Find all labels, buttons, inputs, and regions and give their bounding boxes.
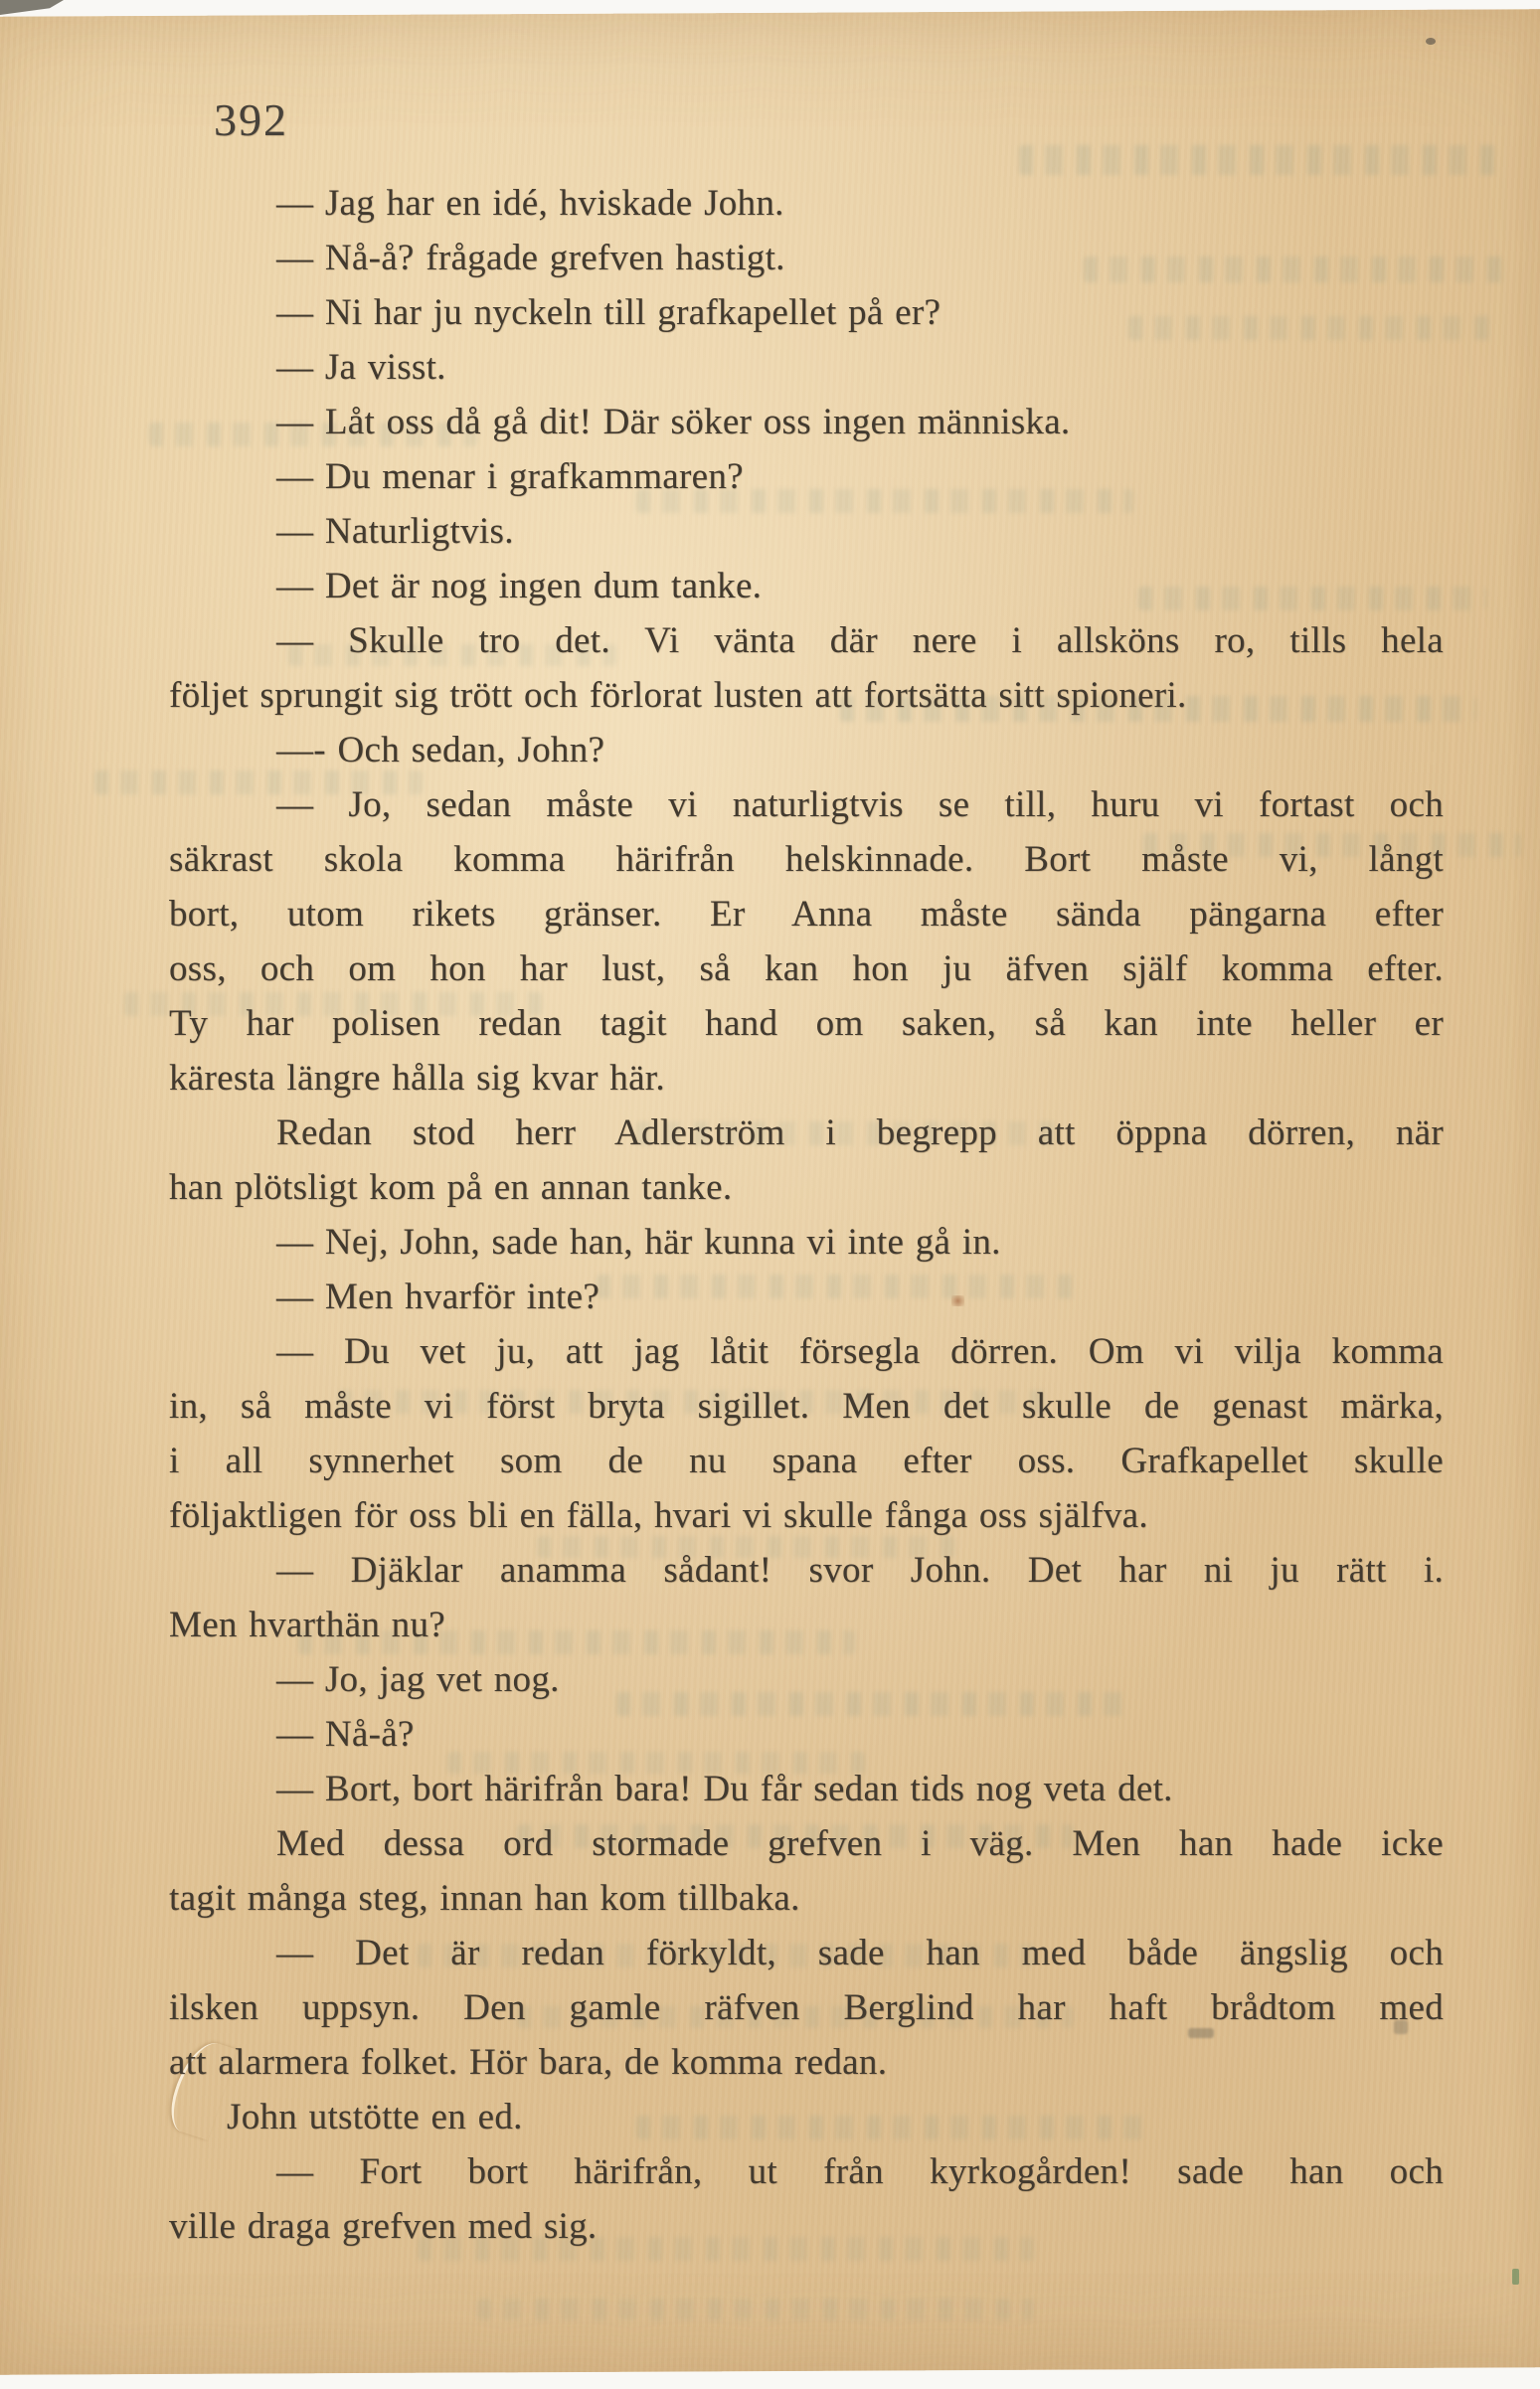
text-line: följet sprungit sig trött och förlorat lusten att fortsätta sitt spioneri. xyxy=(169,675,1187,716)
text-line: käresta längre hålla sig kvar här. xyxy=(169,1058,665,1099)
text-line: — Skulle tro det. Vi vänta där nere i allsköns ro, tills hela xyxy=(276,620,1444,661)
paragraph xyxy=(169,723,1444,777)
text-line: — Det är nog ingen dum tanke. xyxy=(276,566,763,606)
text-line: Ty har polisen redan tagit hand om saken, så kan inte heller er xyxy=(169,1003,1444,1044)
paragraph xyxy=(169,1762,1444,1816)
text-line: — Fort bort härifrån, ut från kyrkogården! sade han och xyxy=(276,2151,1444,2192)
paragraph xyxy=(169,395,1444,449)
paragraph xyxy=(169,285,1444,340)
paragraph xyxy=(169,1324,1444,1543)
show-through-artifact xyxy=(477,2299,1034,2320)
paragraph xyxy=(169,1215,1444,1270)
text-line: — Du menar i grafkammaren? xyxy=(276,456,744,497)
text-line: in, så måste vi först bryta sigillet. Men det skulle de genast märka, xyxy=(169,1386,1444,1427)
text-line: — Nå-å? xyxy=(276,1714,415,1755)
text-line: Redan stod herr Adlerström i begrepp att öppna dörren, när xyxy=(276,1112,1444,1153)
paragraph xyxy=(169,340,1444,395)
text-line: — Ni har ju nyckeln till grafkapellet på er? xyxy=(276,292,941,333)
text-line: att alarmera folket. Hör bara, de komma redan. xyxy=(169,2042,888,2083)
paragraph xyxy=(169,176,1444,231)
text-line: — Du vet ju, att jag låtit försegla dörren. Om vi vilja komma xyxy=(276,1331,1444,1372)
page-number: 392 xyxy=(214,94,288,145)
text-line: i all synnerhet som de nu spana efter oss. Grafkapellet skulle xyxy=(169,1441,1444,1481)
text-line: — Bort, bort härifrån bara! Du får sedan tids nog veta det. xyxy=(276,1769,1173,1809)
text-line: — Men hvarför inte? xyxy=(276,1277,600,1317)
text-line: ville draga grefven med sig. xyxy=(169,2206,598,2247)
text-line: säkrast skola komma härifrån helskinnade. Bort måste vi, långt xyxy=(169,839,1444,880)
paragraph xyxy=(169,777,1444,1106)
paragraph xyxy=(169,1543,1444,1652)
text-line: — Ja visst. xyxy=(276,347,446,388)
text-line: följaktligen för oss bli en fälla, hvari vi skulle fånga oss själfva. xyxy=(169,1495,1148,1536)
scan-corner-mark xyxy=(0,0,64,15)
paragraph xyxy=(169,504,1444,559)
paragraph xyxy=(169,559,1444,613)
text-line: bort, utom rikets gränser. Er Anna måste sända pängarna efter xyxy=(169,894,1444,935)
paragraph xyxy=(169,449,1444,504)
paragraph xyxy=(169,2144,1444,2254)
paragraph xyxy=(169,1816,1444,1926)
paragraph xyxy=(169,1652,1444,1707)
paragraph xyxy=(169,1270,1444,1324)
text-line: ilsken uppsyn. Den gamle räfven Berglind har haft brådtom med xyxy=(169,1987,1444,2028)
paragraph xyxy=(169,1926,1444,2090)
text-line: — Det är redan förkyldt, sade han med både ängslig och xyxy=(276,1933,1444,1973)
paper-speck xyxy=(1512,2269,1519,2285)
paragraph xyxy=(169,1707,1444,1762)
text-line: — Djäklar anamma sådant! svor John. Det har ni ju rätt i. xyxy=(276,1550,1444,1591)
text-line: — Nej, John, sade han, här kunna vi inte gå in. xyxy=(276,1222,1001,1263)
text-line: John utstötte en ed. xyxy=(227,2097,523,2137)
paragraph xyxy=(169,2090,1444,2144)
paragraph xyxy=(169,1106,1444,1215)
text-line: — Låt oss då gå dit! Där söker oss ingen människa. xyxy=(276,402,1071,442)
text-line: — Naturligtvis. xyxy=(276,511,514,552)
text-line: — Nå-å? frågade grefven hastigt. xyxy=(276,238,785,278)
paragraph xyxy=(169,231,1444,285)
text-line: han plötsligt kom på en annan tanke. xyxy=(169,1167,733,1208)
show-through-artifact xyxy=(1019,145,1496,175)
text-line: Med dessa ord stormade grefven i väg. Men han hade icke xyxy=(276,1823,1444,1864)
text-line: — Jag har en idé, hviskade John. xyxy=(276,183,784,224)
text-line: — Jo, sedan måste vi naturligtvis se till, huru vi fortast och xyxy=(276,784,1444,825)
text-block xyxy=(169,176,1444,2254)
text-line: oss, och om hon har lust, så kan hon ju äfven själf komma efter. xyxy=(169,948,1444,989)
text-line: — Jo, jag vet nog. xyxy=(276,1659,560,1700)
text-line: Men hvarthän nu? xyxy=(169,1605,445,1645)
text-line: tagit många steg, innan han kom tillbaka. xyxy=(169,1878,800,1919)
paragraph xyxy=(169,613,1444,723)
paper-speck xyxy=(1426,38,1436,45)
text-line: —- Och sedan, John? xyxy=(276,730,605,770)
